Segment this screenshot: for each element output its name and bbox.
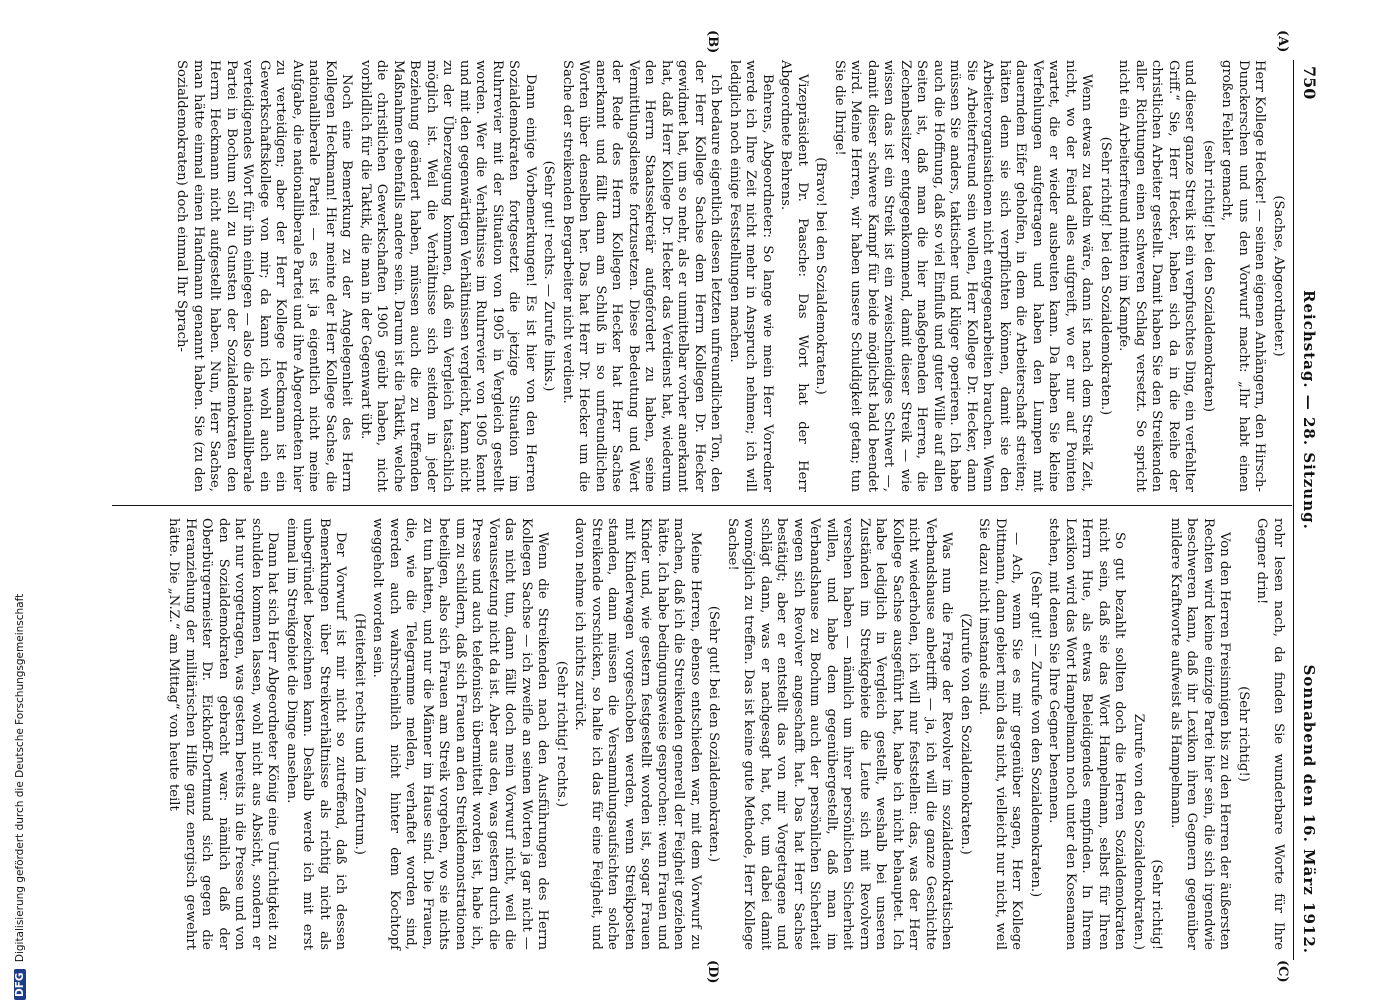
dfg-logo: DFG — [14, 969, 26, 1000]
interjection: (Sehr richtig! bei den Sozialdemokraten.) — [1098, 136, 1113, 416]
credit-text: Digitalisierung gefördert durch die Deutsche Forschungsgemeinschaft — [14, 593, 26, 963]
page-date: Sonnabend den 16. März 1912. — [1300, 664, 1318, 954]
paragraph: — Ach, wenn Sie es mir gegenüber sagen, Herr Kollege Dittmann, dann gebiert mich das nicht, vielleicht nur nicht, weil Sie dazu nicht imstande sind. — [976, 518, 1025, 950]
paragraph: Dann hat sich Herr Abgeordneter König eine Unrichtigkeit zu schulden kommen lassen, wohl nicht aus Absicht, sondern er hat nur vorgetragen, was gestern bereits in die Presse und von den Sozialdemokraten gebracht war: nämlich daß der Oberbürgermeister Dr. Eickhoff-Dortmund sich gegen die Heranziehung der militärischen Hilfe ganz energisch gewehrt hätte. Die „N.Z.“ am Mittag“ von heute teilt — [166, 518, 281, 950]
paragraph: Herr Kollege Hecker! — seinen eigenen Anhängern, den Hirsch-Dunckerschen und uns den Vorwurf macht: „Ihr habt einen großen Fehler gemacht, — [1219, 60, 1268, 492]
margin-mark-c: (C) — [1275, 960, 1290, 983]
interjection: (Sehr gut! rechts. — Zurufe links.) — [541, 160, 557, 392]
paragraph: Behrens, Abgeordneter: So lange wie mein Herr Vorredner werde ich Ihre Zeit nicht mehr in Anspruch nehmen; ich will lediglich noch einige Feststellungen machen. — [727, 60, 775, 492]
paragraph: So gut bezahlt sollten doch die Herren Sozialdemokraten nicht sein, daß sie das Wort Hampelmann, selbst für Ihren Herrn Hue, als etwas Beleidigendes empfinden. In Ihrem Lexikon wird das Wort Hampelmann noch unter den Kosenamen stehen, mit denen Sie Ihre Gegner benennen. — [1046, 518, 1128, 950]
interjection: (sehr richtig! bei den Sozialdemokraten) — [1201, 140, 1216, 412]
paragraph: Was nun die Frage der Revolver im sozialdemokratischen Verbandshause anbetrifft — ja, ich will die ganze Geschichte nicht wiederholen, ich will nur feststellen: das, was der Herr Kollege Sachse ausgeführt hat, habe ich nicht behauptet. Ich habe lediglich in Vergleich gestellt, weshalb bei unseren Zuständen im Streikgebiete die Leute sich mit Revolvern versehen haben — nämlich um ihrer persönlichen Sicherheit willen, und habe dem gegenübergestellt, daß man im Verbandshause zu Bochum auch der persönlichen Sicherheit wegen sich Revolver angeschafft hat. Das hat Herr Sachse bestätigt; aber er entstellt das von mir Vorgetragene und schlägt dann, was er nachgesagt hat, tot, um dabei damit womöglich zu treffen. Das ist keine gute Methode, Herr Kollege Sachse! — [725, 518, 955, 950]
paragraph: Wenn etwas zu tadeln wäre, dann ist nach dem Streik Zeit, nicht, wo der Feind alles aufgreift, wo er nur auf Pointen wartet, die er wieder ausbeuten kann. Da haben Sie kleine Verfehlungen aufgetragen und haben den Lumpen mit dauerndem Eifer geholfen, in dem die Arbeiterschaft streiten; hätten denn sie sich verpflichten können, damit sie den Arbeiterorganisationen nicht entgegenarbeiten brauchen. Wenn Sie Arbeiterfreund sein wollen, Herr Kollege Dr. Hecker, dann müssen Sie anders, taktischer und klüger operieren. Ich habe auch die Hoffnung, daß so viel Einfluß und guter Wille auf allen Seiten ist, daß man die hier maßgebenden Herren, die Zechenbesitzer entgegenkommend, damit dieser Streik — wie wissen das ist ein Streik ist ein zweischneidiges Schwert —, damit dieser schwere Kampf für beide möglichst bald beendet wird. Meine Herren, wir haben unsere Schuldigkeit getan; tun Sie die Ihrige! — [832, 60, 1095, 492]
right-column — [163, 518, 1286, 950]
page-header — [1293, 60, 1320, 960]
paragraph: Meine Herren, ebenso entschieden war, mit dem Vorwurf zu machen, daß ich die Streikenden generell der Feigheit geziehen hätte. Ich habe bedingungsweise gesprochen: wenn Frauen und Kinder und, wie gestern festgestellt worden ist, sogar Frauen mit Kinderwagen vorgeschoben werden, wenn Streikposten standen, dann müssen die Versammlungsaufsichten solche Streikende vorschicken, so halte ich das für eine Feigheit, und davon nehme ich nichts zurück. — [572, 518, 703, 950]
paragraph: Noch eine Bemerkung zu der Angelegenheit des Herrn Kollegen Heckmann! Hier meinte der Herr Kollege Sachse, die nationalliberale Partei — es ist ja eigentlich nicht meine Aufgabe, die nationalliberale Partei und ihre Abgeordneten hier zu verteidigen; aber der Herr Kollege Heckmann ist ein Gewerkschaftskollege von mir; da kann ich wohl auch ein verteidigendes Wort für ihn einlegen — also die nationalliberale Partei in Bochum soll zu Gunsten der Sozialdemokraten den Herrn Heckmann nicht aufgestellt haben. Nun, Herr Sachse, man hätte einmal einen Handmann genannt haben. Sie (zu den Sozialdemokraten) doch einmal Ihr Sprach- — [174, 60, 355, 492]
paragraph: Wenn die Streikenden nach den Ausführungen des Herrn Kollegen Sachse — ich zweifle an seinen Worten ja gar nicht — das nicht tun, dann fällt doch mein Vorwurf nicht, weil die Voraussetzung nicht da ist. Aber aus den, was gestern durch die Presse und auch telefonisch übermittelt worden ist, habe ich, um zu schildern, daß sich Frauen an den Streikdemonstrationen beteiligen, also sich Frauen am Streik vorgehen, wo sie nichts zu tun hatten, und nur die Männer im Hause sind. Die Frauen, die, wie die Telegramme melden, verhaftet worden sind, werden auch wahrscheinlich nicht hinter dem Kochtopf weggeholt worden sein. — [370, 518, 551, 950]
interjection: (Sehr richtig! rechts.) — [554, 660, 569, 808]
digitization-credit — [14, 50, 26, 1000]
margin-mark-d: (D) — [705, 960, 720, 984]
speaker-header: (Sachse, Abgeordneter.) — [1271, 195, 1286, 357]
interjection: (Bravo! bei den Sozialdemokraten.) — [813, 157, 829, 395]
margin-mark-a: (A) — [1275, 30, 1290, 53]
interjection: (Sehr richtig! — [1149, 859, 1165, 950]
paragraph: Der Vorwurf ist mir nicht so zutreffend, daß ich dessen Bemerkungen über Streikverhältnisse als richtig nicht als unbegründet bezeichnen kann. Deshalb werde ich mit erst einmal im Streikgebiet die Dinge ansehen. — [284, 518, 349, 950]
paragraph: rohr lesen nach, da finden Sie wunderbare Worte für Ihre Gegner drin! — [1254, 518, 1286, 950]
paragraph: und dieser ganze Streik ist ein verpfuschtes Ding, ein verfehlter Griff.“ Sie, Herr Hecker, haben sich da in die Reihe der christlichen Arbeiter gestellt. Damit haben Sie den Streikenden aller Richtungen einen schweren Schlag versetzt. So spricht nicht ein Arbeiterfreund mitten im Kampfe. — [1116, 60, 1198, 492]
paragraph: Vizepräsident Dr. Paasche: Das Wort hat der Herr Abgeordnete Behrens. — [778, 60, 810, 492]
interjection: (Sehr gut! bei den Sozialdemokraten.) — [706, 605, 722, 863]
page-number: 750 — [1300, 66, 1319, 100]
interjection: (Sehr richtig!) — [1236, 686, 1251, 782]
interjection: (Sehr gut! — Zurufe von den Sozialdemokraten.) — [1028, 570, 1043, 898]
page-title: Reichstag. — 28. Sitzung. — [1300, 290, 1318, 530]
interjection: Zurufe von den Sozialdemokraten.) — [1131, 713, 1146, 950]
column-divider — [112, 505, 1292, 506]
newspaper-page — [70, 30, 1320, 984]
margin-mark-b: (B) — [705, 30, 720, 54]
interjection: (Zurufe von den Sozialdemokraten.) — [958, 613, 973, 855]
interjection: (Heiterkeit rechts und im Zentrum.) — [352, 613, 367, 855]
paragraph: Ich bedaure eigentlich diesen letzten unfreundlichen Ton, den der Herr Kollege Sachse dem Herrn Kollegen Dr. Hecker gewidmet hat, um so mehr, als er unmittelbar vorher anerkannt hat, daß Herr Kollege Dr. Hecker das Verdienst hat, wiederum den Herrn Staatssekretär aufgefordert zu haben, seine Vermittlungsdienste fortzusetzen. Diese Bedeutung und Wert der Rede des Herrn Kollegen Hecker hat Herr Sachse anerkannt und fällt dann am Schluß in so unfreundlichen Worten über denselben her. Das hat Herr Dr. Hecker um die Sache der streikenden Bergarbeiter nicht verdient. — [560, 60, 724, 492]
paragraph: Dann einige Vorbemerkungen! Es ist hier von den Herren Sozialdemokraten fortgesetzt die jetzige Situation im Ruhrrevier mit der Situation von 1905 in Vergleich gestellt worden. Wer die Verhältnisse im Ruhrrevier von 1905 kennt und mit den gegenwärtigen Verhältnissen vergleicht, kann nicht zu der Überzeugung kommen, daß ein Vergleich tatsächlich möglich ist. Weil die Verhältnisse sich seitdem in jeder Beziehung geändert haben, müssen auch die zu treffenden Maßnahmen ebenfalls andere sein. Darum ist die Taktik, welche die christlichen Gewerkschaften 1905 geübt haben, nicht vorbildlich für die Taktik, die man in der Gegenwart übt. — [358, 60, 538, 492]
paragraph: Von den Herren Freisinnigen bis zu den Herren der äußersten Rechten wird keine einzige Partei hier sein, die sich irgendwie beschweren kann, daß ihr Lexikon ihren Gegnern gegenüber mildere Kraftworte aufweist als Hampelmann. — [1168, 518, 1233, 950]
left-column — [171, 60, 1286, 492]
